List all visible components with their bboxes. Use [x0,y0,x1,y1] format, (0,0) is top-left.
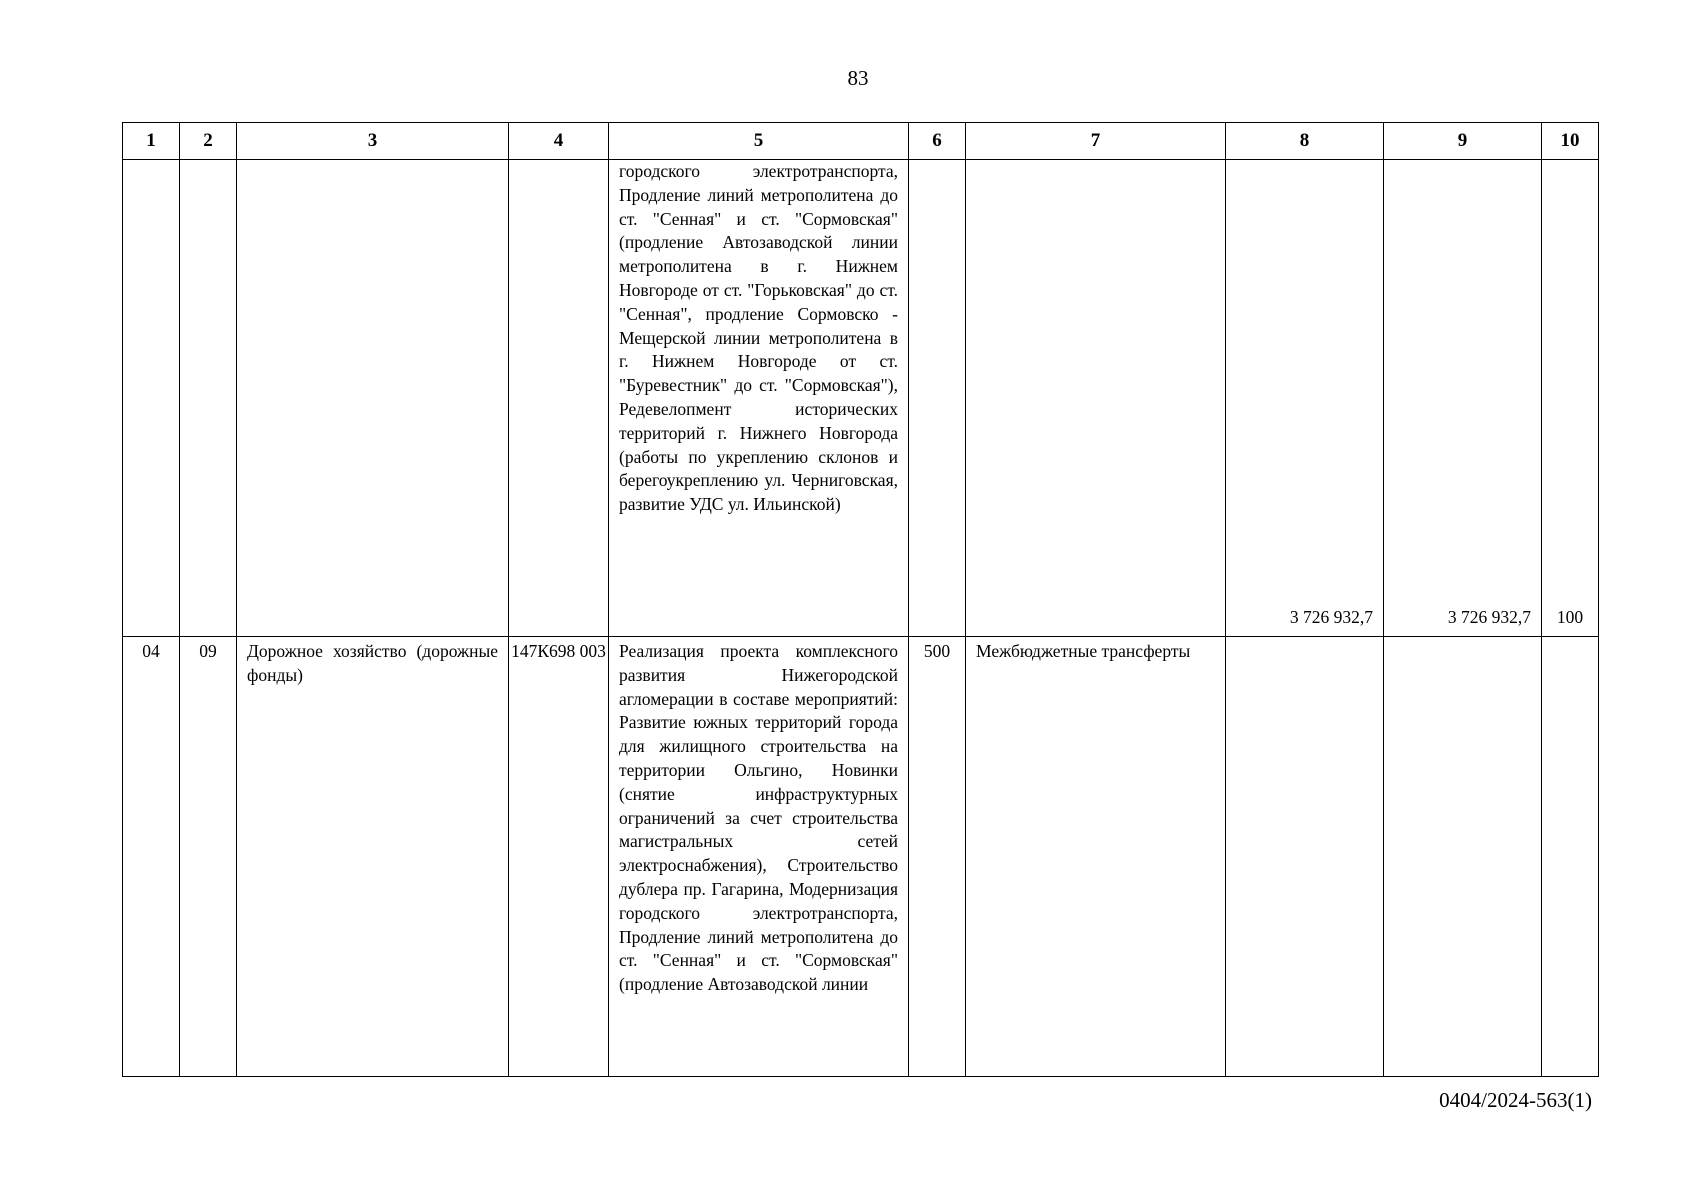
column-header-7: 7 [966,123,1226,160]
document-code: 0404/2024-563(1) [1439,1088,1592,1112]
column-header-6: 6 [909,123,966,160]
budget-table [122,122,1599,1077]
column-header-5: 5 [609,123,909,160]
cell-amount-executed [1384,637,1542,1077]
cell-expense-type: 500 [909,637,966,1077]
cell-amount-planned: 3 726 932,7 [1226,160,1384,637]
cell-expense-name [966,160,1226,637]
cell-expense-name: Межбюджетные трансферты [966,637,1226,1077]
cell-percent: 100 [1542,160,1599,637]
table-row [123,637,1599,1077]
cell-section [123,160,180,637]
column-header-9: 9 [1384,123,1542,160]
cell-target-code [509,160,609,637]
column-header-3: 3 [237,123,509,160]
header-row [123,123,1599,160]
cell-name: Дорожное хозяйство (дорожные фонды) [237,637,509,1077]
column-header-8: 8 [1226,123,1384,160]
page-number: 83 [847,66,869,90]
cell-description: Реализация проекта комплексного развития Нижегородской агломерации в составе мероприятий: Развитие южных территорий города для жилищного строительства на территории Ольгино, Новинки (снятие инфраструктурных ограничений за счет строительства магистральных сетей электроснабжения), Строительство дублера пр. Гагарина, Модернизация городского электротранспорта, Продление линий метрополитена до ст. "Сенная" и ст. "Сормовская" (продление Автозаводской линии [609,637,909,1077]
cell-description: городского электротранспорта, Продление линий метрополитена до ст. "Сенная" и ст. "Сормовская" (продление Автозаводской линии метрополитена в г. Нижнем Новгороде от ст. "Горьковская" до ст. "Сенная", продление Сормовско - Мещерской линии метрополитена в г. Нижнем Новгороде от ст. "Буревестник" до ст. "Сормовская"), Редевелопмент исторических территорий г. Нижнего Новгорода (работы по укреплению склонов и берегоукреплению ул. Черниговская, развитие УДС ул. Ильинской) [609,160,909,637]
column-header-2: 2 [180,123,237,160]
cell-target-code: 147К698 003 [509,637,609,1077]
column-header-1: 1 [123,123,180,160]
cell-amount-planned [1226,637,1384,1077]
table-row [123,160,1599,637]
cell-percent [1542,637,1599,1077]
column-header-10: 10 [1542,123,1599,160]
cell-name [237,160,509,637]
cell-expense-type [909,160,966,637]
cell-subsection [180,160,237,637]
cell-amount-executed: 3 726 932,7 [1384,160,1542,637]
cell-subsection: 09 [180,637,237,1077]
cell-section: 04 [123,637,180,1077]
column-header-4: 4 [509,123,609,160]
